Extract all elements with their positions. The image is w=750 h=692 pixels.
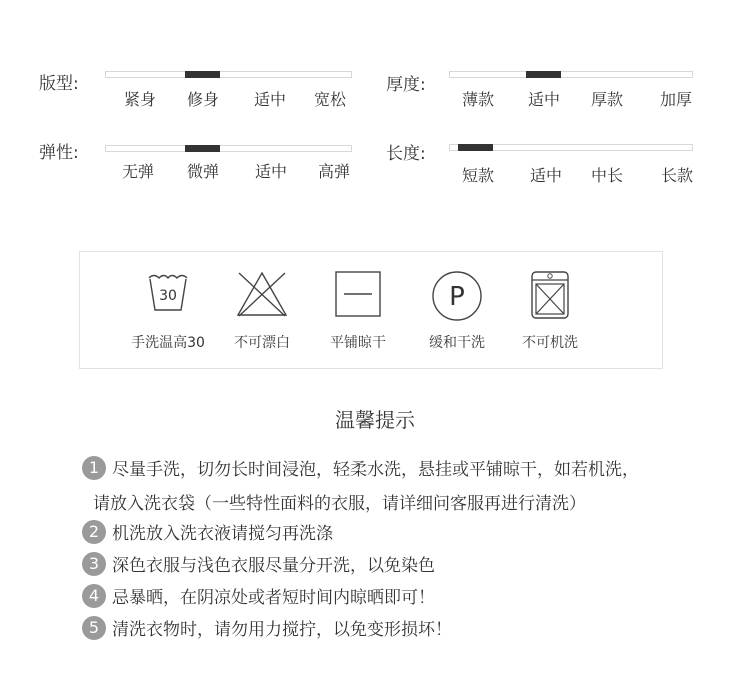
attr-option: 微弹 bbox=[186, 162, 220, 181]
tip-number-badge: 3 bbox=[82, 552, 106, 576]
attr-label: 厚度: bbox=[386, 75, 426, 95]
tip-text: 深色衣服与浅色衣服尽量分开洗，以免染色 bbox=[112, 556, 435, 576]
care-item-dry-clean bbox=[407, 252, 507, 370]
dry-flat-icon bbox=[334, 270, 382, 318]
care-item-dry-flat bbox=[308, 252, 408, 370]
attr-label: 弹性: bbox=[39, 143, 79, 163]
attr-option: 适中 bbox=[529, 166, 563, 185]
attr-option: 薄款 bbox=[461, 90, 495, 109]
attr-selected-marker bbox=[526, 71, 561, 78]
attr-label: 长度: bbox=[386, 144, 426, 164]
attr-option: 紧身 bbox=[123, 90, 157, 109]
tip-number-badge: 5 bbox=[82, 616, 106, 640]
tip-item bbox=[82, 551, 435, 576]
attr-label: 版型: bbox=[39, 74, 79, 94]
tip-text: 清洗衣物时，请勿用力搅拧，以免变形损坏！ bbox=[112, 620, 452, 640]
care-label: 不可漂白 bbox=[234, 335, 290, 351]
tip-item bbox=[82, 519, 333, 544]
attr-option: 修身 bbox=[186, 90, 220, 109]
no-machine-wash-icon bbox=[530, 270, 570, 320]
attr-option: 中长 bbox=[590, 166, 624, 185]
attr-option: 加厚 bbox=[659, 90, 693, 109]
attr-option: 适中 bbox=[253, 90, 287, 109]
attr-option: 宽松 bbox=[313, 90, 347, 109]
tip-text: 尽量手洗，切勿长时间浸泡，轻柔水洗，悬挂或平铺晾干，如若机洗， bbox=[112, 460, 639, 480]
tip-text: 忌暴晒，在阴凉处或者短时间内晾晒即可！ bbox=[112, 588, 435, 608]
tips-title: 温馨提示 bbox=[335, 408, 415, 432]
care-label: 不可机洗 bbox=[522, 335, 578, 351]
attr-selected-marker bbox=[185, 71, 220, 78]
attr-bar bbox=[105, 71, 352, 78]
care-label: 缓和干洗 bbox=[429, 335, 485, 351]
dry-clean-p-icon bbox=[431, 270, 483, 322]
tip-item bbox=[82, 615, 452, 640]
attr-selected-marker bbox=[458, 144, 493, 151]
care-label: 手洗温高30 bbox=[131, 335, 205, 351]
wash-temp-text: 30 bbox=[159, 288, 177, 304]
tip-item bbox=[82, 583, 435, 608]
no-bleach-icon bbox=[235, 270, 289, 318]
attr-option: 适中 bbox=[527, 90, 561, 109]
tip-text-continued: 请放入洗衣袋（一些特性面料的衣服，请详细问客服再进行清洗） bbox=[93, 494, 586, 514]
attr-bar bbox=[105, 145, 352, 152]
attr-option: 适中 bbox=[254, 162, 288, 181]
hand-wash-30-icon bbox=[146, 270, 190, 316]
tip-number-badge: 2 bbox=[82, 520, 106, 544]
attr-bar bbox=[449, 144, 693, 151]
care-item-no-machine-wash bbox=[500, 252, 600, 370]
tip-text: 机洗放入洗衣液请搅匀再洗涤 bbox=[112, 524, 333, 544]
care-item-hand-wash bbox=[118, 252, 218, 370]
tip-number-badge: 4 bbox=[82, 584, 106, 608]
care-label: 平铺晾干 bbox=[330, 335, 386, 351]
care-item-no-bleach bbox=[212, 252, 312, 370]
attr-bar bbox=[449, 71, 693, 78]
attr-selected-marker bbox=[185, 145, 220, 152]
attr-option: 无弹 bbox=[121, 162, 155, 181]
tip-item bbox=[82, 455, 639, 480]
attr-option: 高弹 bbox=[317, 162, 351, 181]
dry-clean-letter: P bbox=[449, 282, 465, 312]
attr-option: 短款 bbox=[461, 166, 495, 185]
care-symbols-panel bbox=[79, 251, 663, 369]
attr-option: 长款 bbox=[660, 166, 694, 185]
attr-option: 厚款 bbox=[590, 90, 624, 109]
tip-number-badge: 1 bbox=[82, 456, 106, 480]
